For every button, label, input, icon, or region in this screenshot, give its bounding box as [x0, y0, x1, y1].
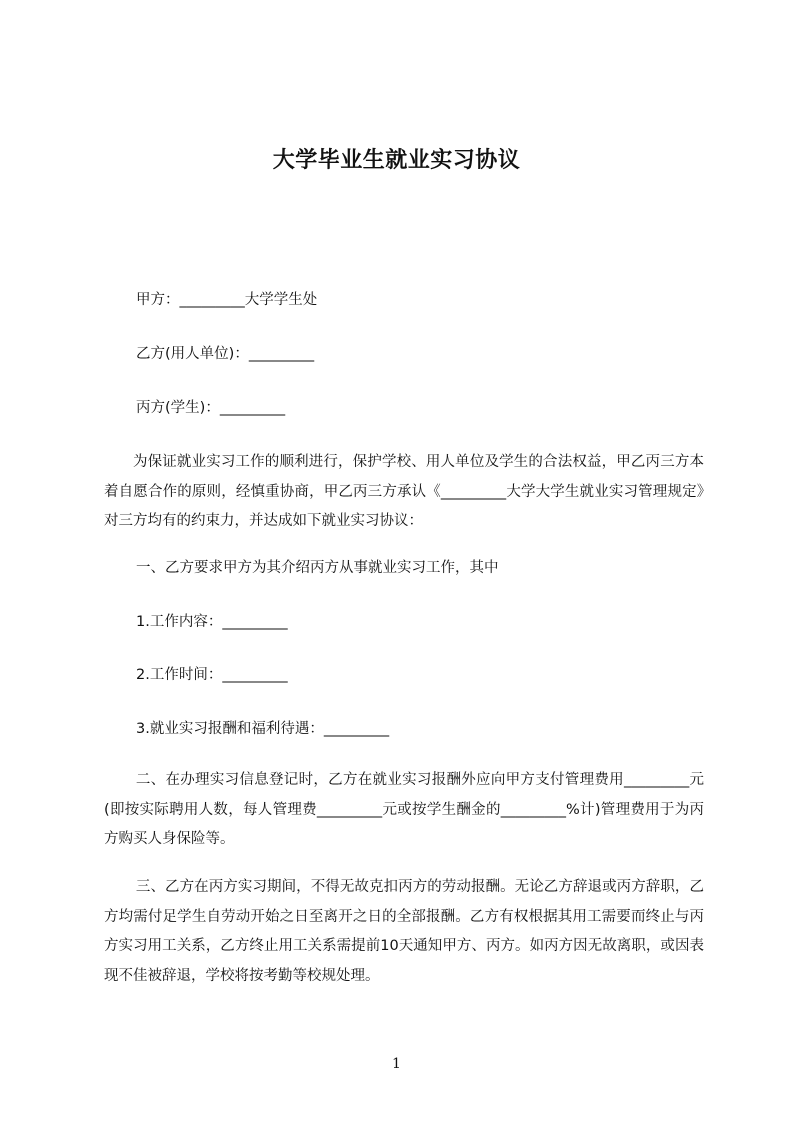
item-compensation: 3.就业实习报酬和福利待遇：_________: [136, 721, 390, 737]
document-title: 大学毕业生就业实习协议: [272, 148, 521, 173]
section-1-heading: 一、乙方要求甲方为其介绍丙方从事就业实习工作，其中: [136, 560, 499, 576]
page-number: 1: [392, 1056, 401, 1072]
intro-paragraph: 为保证就业实习工作的顺利进行，保护学校、用人单位及学生的合法权益，甲乙丙三方本着自愿合作的原则，经慎重协商，甲乙丙三方承认《_________大学大学生就业实习管理规定》对三方均有的约束力，并达成如下就业实习协议：: [104, 454, 704, 529]
party-a-line: 甲方：_________大学学生处: [136, 292, 318, 308]
party-c-line: 丙方(学生)：_________: [136, 400, 286, 416]
item-work-time: 2.工作时间：_________: [136, 667, 288, 683]
section-3-paragraph: 三、乙方在丙方实习期间，不得无故克扣丙方的劳动报酬。无论乙方辞退或丙方辞职，乙方均需付足学生自劳动开始之日至离开之日的全部报酬。乙方有权根据其用工需要而终止与丙方实习用工关系，乙方终止用工关系需提前10天通知甲方、丙方。如丙方因无故离职，或因表现不佳被辞退，学校将按考勤等校规处理。: [104, 879, 704, 984]
item-work-content: 1.工作内容：_________: [136, 614, 288, 630]
party-b-line: 乙方(用人单位)：_________: [136, 346, 315, 362]
section-2-paragraph: 二、在办理实习信息登记时，乙方在就业实习报酬外应向甲方支付管理费用_________元(即按实际聘用人数，每人管理费_________元或按学生酬金的_________%计)管理费用于为丙方购买人身保险等。: [104, 772, 704, 847]
